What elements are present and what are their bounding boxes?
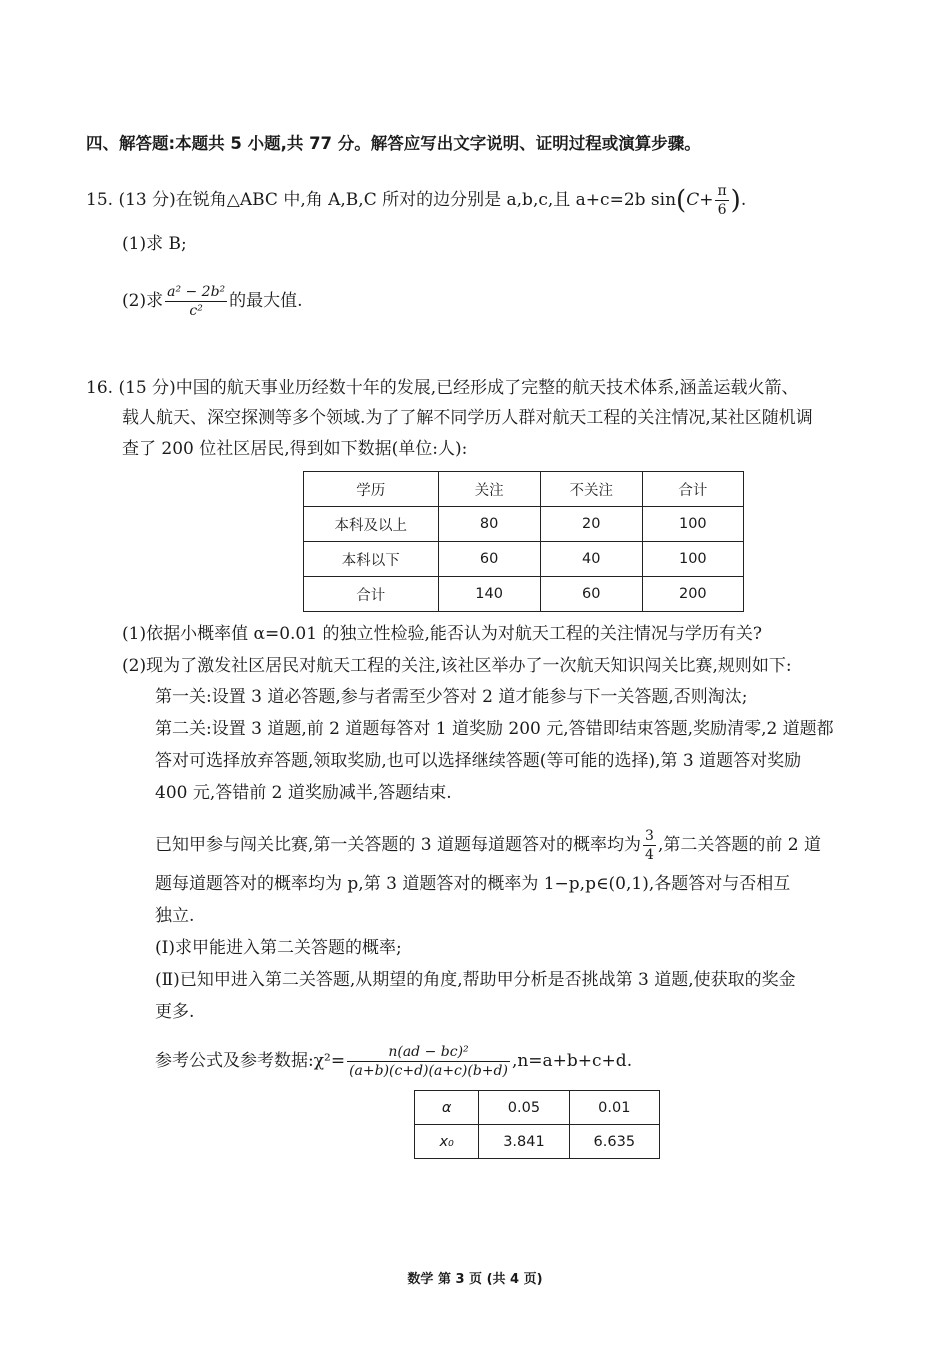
table-header-cell: 合计: [642, 472, 743, 507]
table-header-cell: 不关注: [540, 472, 642, 507]
table-header-cell: 学历: [304, 472, 439, 507]
table-cell: 合计: [304, 577, 439, 612]
table-row: [304, 577, 744, 612]
q16-line1: 16. (15 分)中国的航天事业历经数十年的发展,已经形成了完整的航天技术体系,涵盖运载火箭、: [86, 378, 799, 398]
q16-sub-ii-cont: 更多.: [155, 1002, 195, 1022]
q16-part1: (1)依据小概率值 α=0.01 的独立性检验,能否认为对航天工程的关注情况与学历有关?: [122, 624, 762, 644]
q16-line2: 载人航天、深空探测等多个领域.为了了解不同学历人群对航天工程的关注情况,某社区随机调: [122, 408, 813, 428]
table-cell: 3.841: [479, 1125, 569, 1159]
table-cell: 40: [540, 542, 642, 577]
table-cell: 80: [438, 507, 540, 542]
q16-number: 16.: [86, 378, 114, 398]
table-row: [415, 1091, 660, 1125]
table-cell: 20: [540, 507, 642, 542]
q16-line3: 查了 200 位社区居民,得到如下数据(单位:人):: [122, 439, 468, 459]
q16-known-2: 题每道题答对的概率均为 p,第 3 道题答对的概率为 1−p,p∈(0,1),各题答对与否相互: [155, 874, 791, 894]
q15-number: 15.: [86, 190, 114, 210]
q16-stage2-rule-1: 第二关:设置 3 道题,前 2 道题每答对 1 道奖励 200 元,答错即结束答题,奖励清零,2 道题都: [155, 719, 834, 739]
table-cell: α: [415, 1091, 479, 1125]
q16-sub-i: (Ⅰ)求甲能进入第二关答题的概率;: [155, 938, 402, 958]
survey-table: [303, 471, 744, 612]
table-row: [415, 1125, 660, 1159]
q16-sub-ii: (Ⅱ)已知甲进入第二关答题,从期望的角度,帮助甲分析是否挑战第 3 道题,使获取的奖金: [155, 970, 796, 990]
q15-part2: (2)求 $\frac{\text{a² − 2b²}}{\text{c²}}$ 的最大值.: [122, 284, 303, 319]
table-cell: 0.01: [569, 1091, 659, 1125]
table-cell: 6.635: [569, 1125, 659, 1159]
table-cell: 100: [642, 542, 743, 577]
table-row: [304, 507, 744, 542]
reference-table: [414, 1090, 660, 1159]
pi-over-6-fraction: $\frac{\pi}{6}$: [717, 183, 727, 218]
table-cell: 本科及以上: [304, 507, 439, 542]
table-header-cell: 关注: [438, 472, 540, 507]
table-row: [304, 542, 744, 577]
table-cell: 200: [642, 577, 743, 612]
table-cell: 本科以下: [304, 542, 439, 577]
q16-part2: (2)现为了激发社区居民对航天工程的关注,该社区举办了一次航天知识闯关比赛,规则如下:: [122, 656, 792, 676]
table-cell: 60: [540, 577, 642, 612]
table-cell: 140: [438, 577, 540, 612]
q16-stage2-rule-2: 答对可选择放弃答题,领取奖励,也可以选择继续答题(等可能的选择),第 3 道题答对奖励: [155, 751, 802, 771]
table-header-row: [304, 472, 744, 507]
q15-stem: 15. (13 分)在锐角△ABC 中,角 A,B,C 所对的边分别是 a,b,c,且 a+c=2b sin(C+ $\frac{\pi}{6}$ ).: [86, 183, 747, 218]
three-quarters-fraction: $\frac{3}{4}$: [645, 828, 654, 863]
reference-formula: 参考公式及参考数据:χ²= $\frac{\text{n(ad − bc)²}}{(a+b)(c+d)(a+c)(b+d)}$ ,n=a+b+c+d.: [155, 1044, 633, 1079]
q16-known-1: 已知甲参与闯关比赛,第一关答题的 3 道题每道题答对的概率均为 $\frac{3}{4}$ ,第二关答题的前 2 道: [155, 828, 821, 863]
table-cell: 100: [642, 507, 743, 542]
q16-known-3: 独立.: [155, 906, 195, 926]
q16-stage2-rule-3: 400 元,答错前 2 道奖励减半,答题结束.: [155, 783, 452, 803]
section-header: 四、解答题:本题共 5 小题,共 77 分。解答应写出文字说明、证明过程或演算步骤。: [86, 134, 701, 153]
table-cell: 60: [438, 542, 540, 577]
q15-fraction: $\frac{\text{a² − 2b²}}{\text{c²}}$: [167, 284, 226, 319]
q15-part1: (1)求 B;: [122, 234, 187, 254]
q15-text: (13 分)在锐角△ABC 中,角 A,B,C 所对的边分别是 a,b,c,且 a+c=2b sin: [118, 190, 677, 210]
q16-stage1-rule: 第一关:设置 3 道必答题,参与者需至少答对 2 道才能参与下一关答题,否则淘汰;: [155, 687, 748, 707]
table-cell: 0.05: [479, 1091, 569, 1125]
table-cell: x₀: [415, 1125, 479, 1159]
page-footer: 数学 第 3 页 (共 4 页): [407, 1272, 543, 1287]
chi-square-fraction: $\frac{\text{n(ad − bc)²}}{(a+b)(c+d)(a+c)(b+d)}$: [349, 1044, 508, 1079]
